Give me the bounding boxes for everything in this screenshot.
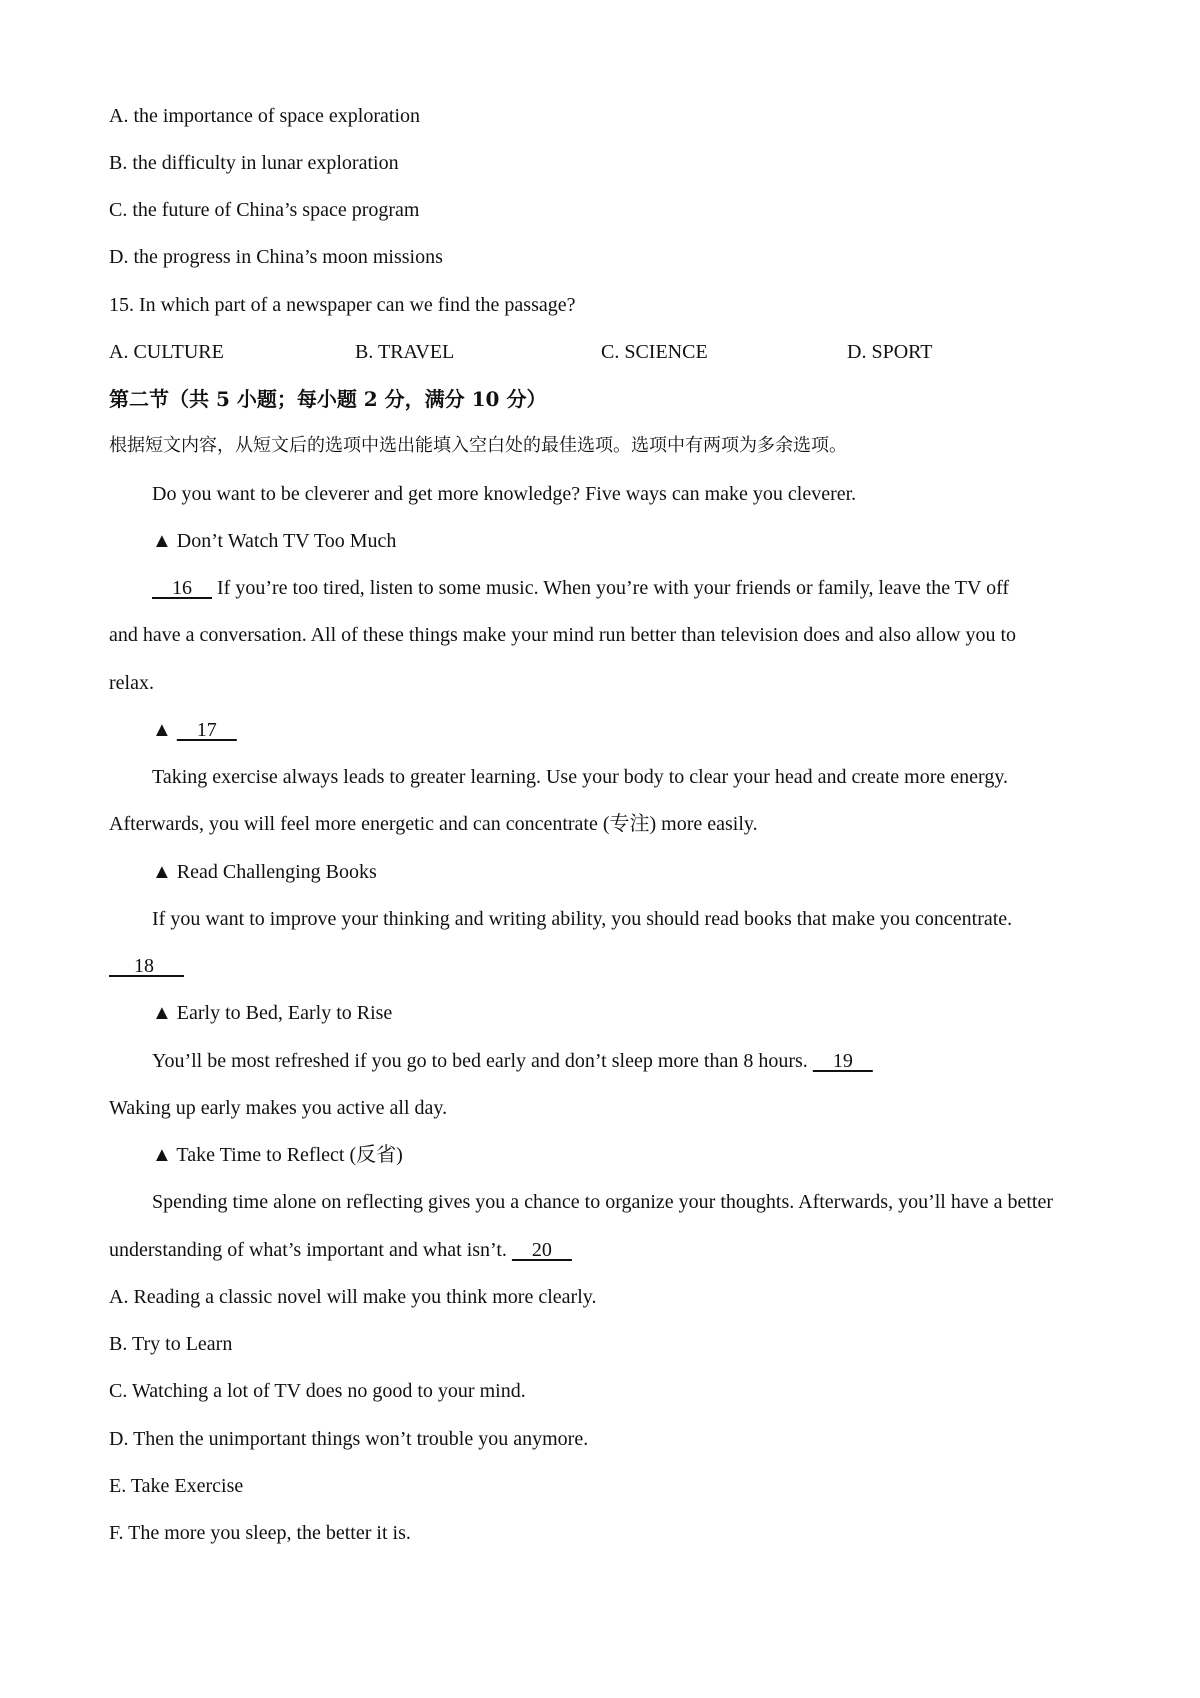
q15-option-d: D. SPORT [847, 341, 933, 363]
q14-option-c: C. the future of China’s space program [109, 199, 420, 221]
paragraph-3-line-1: If you want to improve your thinking and writing ability, you should read books that make you concentrate. [152, 908, 1013, 930]
triangle-marker: ▲ [152, 719, 177, 741]
paragraph-4-line-1 [152, 1049, 873, 1073]
answer-option-e: E. Take Exercise [109, 1475, 244, 1497]
paragraph-1-line-2: and have a conversation. All of these things make your mind run better than television does and also allow you to [109, 624, 1017, 646]
answer-option-a: A. Reading a classic novel will make you think more clearly. [109, 1286, 597, 1308]
paragraph-1-text: If you’re too tired, listen to some music. When you’re with your friends or family, leave the TV off [212, 577, 1010, 599]
paragraph-3-line-2 [109, 954, 184, 978]
paragraph-2-line-1: Taking exercise always leads to greater learning. Use your body to clear your head and create more energy. [152, 766, 1009, 788]
section-instructions: 根据短文内容，从短文后的选项中选出能填入空白处的最佳选项。选项中有两项为多余选项。 [109, 435, 847, 456]
blank-19: 19 [812, 1050, 873, 1072]
q15-option-c: C. SCIENCE [601, 341, 708, 363]
paragraph-4-text: You’ll be most refreshed if you go to bed early and don’t sleep more than 8 hours. [152, 1050, 813, 1072]
q15-option-b: B. TRAVEL [355, 341, 455, 363]
q15-question: 15. In which part of a newspaper can we find the passage? [109, 294, 576, 316]
q14-option-b: B. the difficulty in lunar exploration [109, 152, 399, 174]
answer-option-b: B. Try to Learn [109, 1333, 233, 1355]
paragraph-5-line-2 [109, 1238, 572, 1262]
heading-17 [152, 718, 237, 742]
paragraph-1-line-1 [152, 576, 1009, 600]
q14-option-a: A. the importance of space exploration [109, 105, 420, 127]
answer-option-c: C. Watching a lot of TV does no good to your mind. [109, 1380, 526, 1402]
heading-early: ▲ Early to Bed, Early to Rise [152, 1002, 393, 1024]
passage-intro: Do you want to be cleverer and get more knowledge? Five ways can make you cleverer. [152, 483, 857, 505]
answer-option-d: D. Then the unimportant things won’t trouble you anymore. [109, 1428, 589, 1450]
section-heading: 第二节（共 5 小题；每小题 2 分，满分 10 分） [109, 387, 547, 411]
blank-18: 18 [109, 955, 184, 977]
blank-20: 20 [511, 1239, 572, 1261]
heading-reflect: ▲ Take Time to Reflect (反省) [152, 1144, 403, 1166]
blank-16: 16 [152, 577, 212, 599]
q15-option-a: A. CULTURE [109, 341, 224, 363]
paragraph-2-line-2: Afterwards, you will feel more energetic and can concentrate (专注) more easily. [109, 813, 758, 835]
heading-books: ▲ Read Challenging Books [152, 861, 377, 883]
q14-option-d: D. the progress in China’s moon missions [109, 246, 443, 268]
paragraph-4-line-2: Waking up early makes you active all day. [109, 1097, 448, 1119]
answer-option-f: F. The more you sleep, the better it is. [109, 1522, 411, 1544]
paragraph-5-line-1: Spending time alone on reflecting gives you a chance to organize your thoughts. Afterwards, you’ll have a better [152, 1191, 1054, 1213]
blank-17: 17 [176, 719, 237, 741]
heading-tv: ▲ Don’t Watch TV Too Much [152, 530, 397, 552]
paragraph-1-line-3: relax. [109, 672, 154, 694]
paragraph-5-text: understanding of what’s important and what isn’t. [109, 1239, 512, 1261]
